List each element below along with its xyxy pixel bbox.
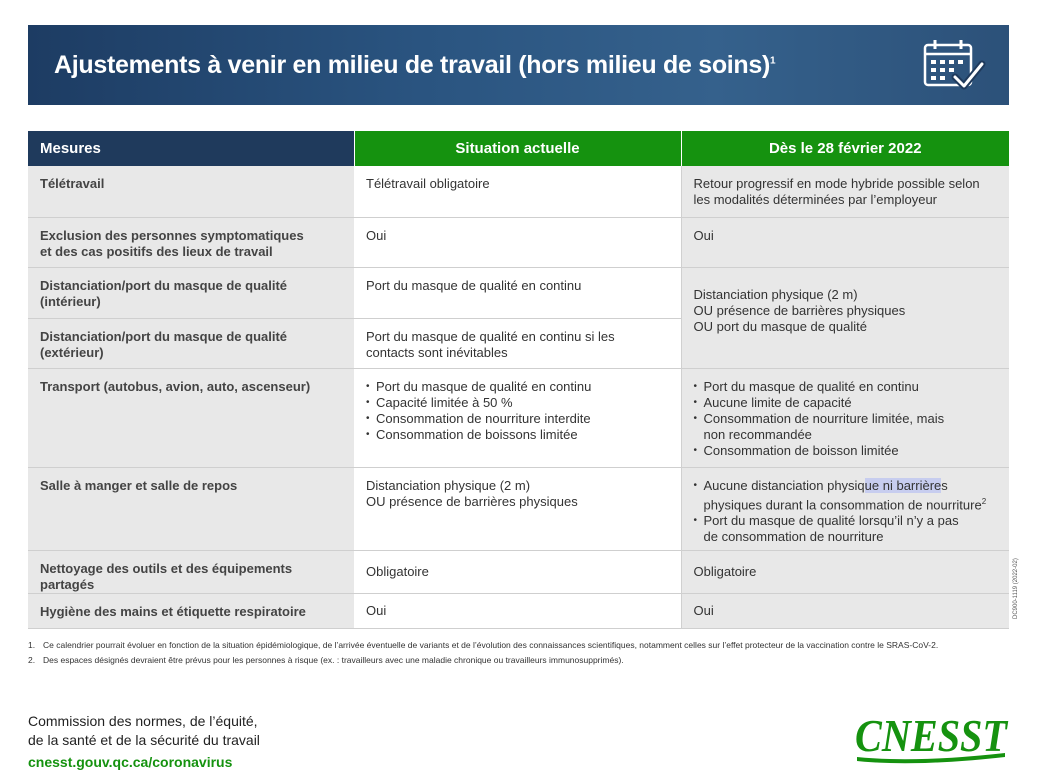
- cell-actuelle: [354, 368, 681, 467]
- table-row: [28, 217, 1009, 267]
- footnote: 1. Ce calendrier pourrait évoluer en fonction de la situation épidémiologique, de l’arrivée éventuelle de variants et de l’évolution des connaissances scientifiques, notamment celles sur l’effet protecteur de la vaccination contre le SRAS-CoV-2.: [28, 640, 939, 650]
- table-row: [28, 368, 1009, 467]
- title-footnote-ref: 1: [770, 55, 776, 67]
- measures-table: [28, 131, 1009, 629]
- list-item: • Consommation de nourriture interdite: [366, 411, 669, 427]
- cell-actuelle: Port du masque de qualité en continu: [354, 267, 681, 318]
- row-label: Télétravail: [28, 166, 354, 217]
- cell-actuelle: Port du masque de qualité en continu si les contacts sont inévitables: [354, 318, 681, 368]
- title-banner: [28, 25, 1009, 105]
- list-item: • Aucune distanciation physique ni barrières physiques durant la consommation de nourriture$^2$: [694, 478, 998, 513]
- cell-future: Oui: [681, 593, 1009, 628]
- header-situation-actuelle: Situation actuelle: [354, 131, 681, 166]
- footnote: 2. Des espaces désignés devraient être prévus pour les personnes à risque (ex. : travailleurs avec une maladie chronique ou travailleurs immunosupprimés).: [28, 654, 624, 665]
- cell-actuelle: Oui: [354, 593, 681, 628]
- organization-name: Commission des normes, de l’équité, de la santé et de la sécurité du travail: [28, 713, 260, 748]
- list-item: • Port du masque de qualité en continu: [366, 379, 669, 395]
- cell-actuelle: Oui: [354, 217, 681, 267]
- svg-text:CNESST: CNESST: [855, 710, 1009, 761]
- cell-actuelle: Obligatoire: [354, 550, 681, 593]
- row-label: Transport (autobus, avion, auto, ascenseur): [28, 368, 354, 467]
- list-item: • Aucune limite de capacité: [694, 395, 998, 411]
- calendar-check-icon: [922, 39, 984, 91]
- row-label: Distanciation/port du masque de qualité (intérieur): [28, 267, 354, 318]
- header-future-date: Dès le 28 février 2022: [681, 131, 1009, 166]
- cell-future: Oui: [681, 217, 1009, 267]
- table-row: [28, 267, 1009, 318]
- cell-future-distanciation: Distanciation physique (2 m) OU présence de barrières physiques OU port du masque de qualité: [681, 267, 1009, 368]
- cnesst-logo: [855, 707, 1010, 767]
- website-link[interactable]: cnesst.gouv.qc.ca/coronavirus: [28, 754, 233, 770]
- page-title: Ajustements à venir en milieu de travail (hors milieu de soins)$^1$: [54, 51, 776, 79]
- list-item: • Consommation de boisson limitée: [694, 443, 998, 459]
- table-row: [28, 166, 1009, 217]
- cell-future: Retour progressif en mode hybride possible selon les modalités déterminées par l’employeur: [681, 166, 1009, 217]
- header-mesures: Mesures: [28, 131, 354, 166]
- list-item: • Port du masque de qualité lorsqu’il n’y a pas de consommation de nourriture: [694, 513, 998, 545]
- table-row: [28, 550, 1009, 593]
- cell-future: [681, 467, 1009, 550]
- row-label: Distanciation/port du masque de qualité (extérieur): [28, 318, 354, 368]
- table-row: [28, 593, 1009, 628]
- row-label: Nettoyage des outils et des équipements partagés: [28, 550, 354, 593]
- list-item: • Consommation de boissons limitée: [366, 427, 669, 443]
- cell-future: Obligatoire: [681, 550, 1009, 593]
- row-label: Hygiène des mains et étiquette respiratoire: [28, 593, 354, 628]
- cell-future: [681, 368, 1009, 467]
- document-code: DC900-1119 (2022-02): [1013, 558, 1019, 619]
- row-label: Salle à manger et salle de repos: [28, 467, 354, 550]
- text-selection-highlight: ue ni barrière: [864, 477, 942, 493]
- list-item: • Port du masque de qualité en continu: [694, 379, 998, 395]
- table-row: [28, 467, 1009, 550]
- footnotes: [28, 640, 1013, 666]
- cell-actuelle: Télétravail obligatoire: [354, 166, 681, 217]
- row-label: Exclusion des personnes symptomatiques et des cas positifs des lieux de travail: [28, 217, 354, 267]
- list-item: • Capacité limitée à 50 %: [366, 395, 669, 411]
- list-item: • Consommation de nourriture limitée, mais non recommandée: [694, 411, 998, 443]
- cell-actuelle: Distanciation physique (2 m) OU présence de barrières physiques: [354, 467, 681, 550]
